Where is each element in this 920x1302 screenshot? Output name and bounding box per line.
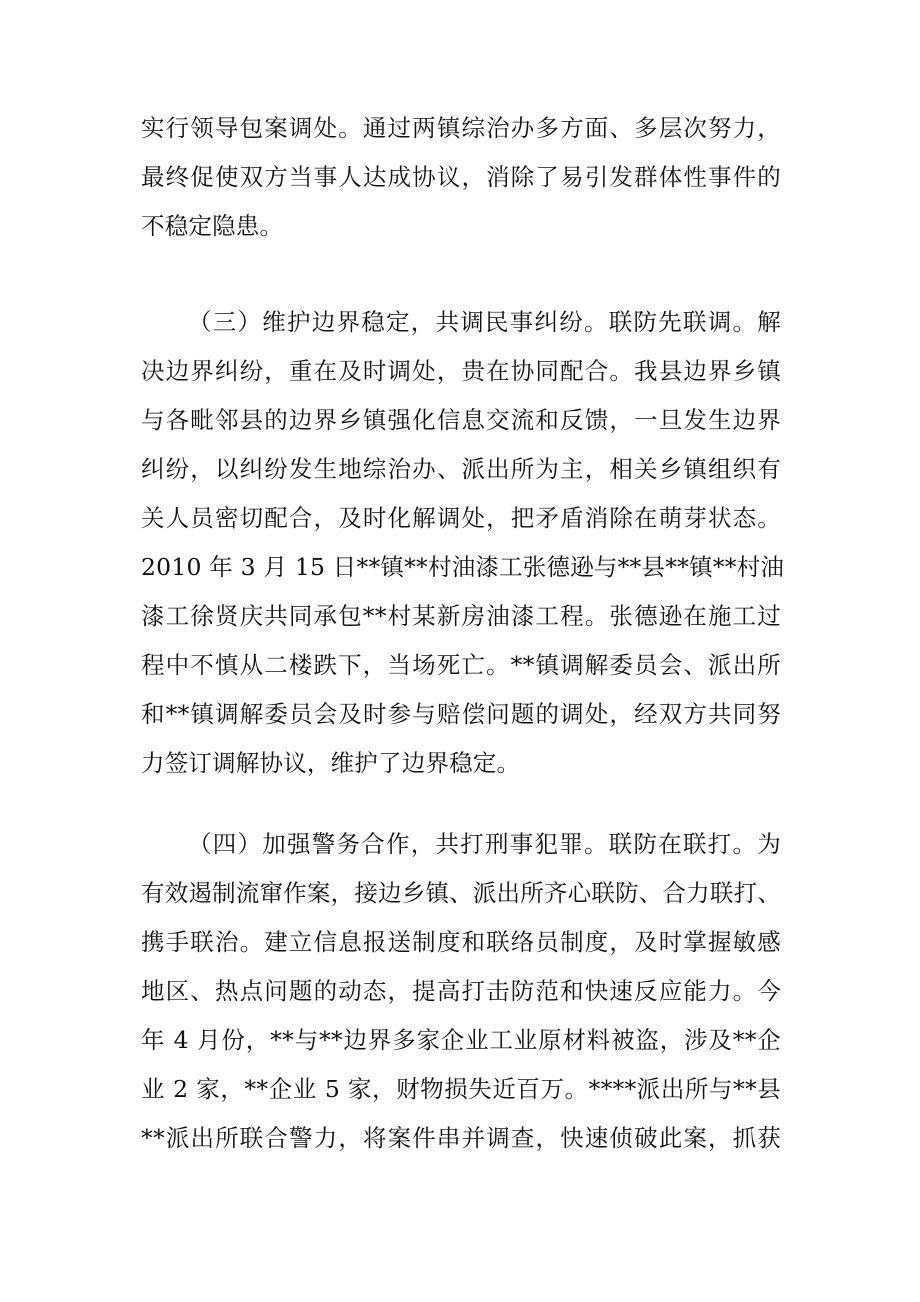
text-line: 最终促使双方当事人达成协议，消除了易引发群体性事件的 <box>141 163 781 191</box>
text-line: 漆工徐贤庆共同承包**村某新房油漆工程。张德逊在施工过 <box>141 602 781 630</box>
text-line: 有效遏制流窜作案，接边乡镇、派出所齐心联防、合力联打、 <box>141 879 781 907</box>
text-line: 地区、热点问题的动态，提高打击防范和快速反应能力。今 <box>141 977 781 1005</box>
text-line: 程中不慎从二楼跌下，当场死亡。**镇调解委员会、派出所 <box>141 651 781 679</box>
paragraph-3 <box>141 820 781 1163</box>
paragraph-1 <box>141 104 781 251</box>
text-line: （三）维护边界稳定，共调民事纠纷。联防先联调。解 <box>188 308 781 336</box>
text-line: 携手联治。建立信息报送制度和联络员制度，及时掌握敏感 <box>141 928 781 956</box>
text-line: 业 2 家，**企业 5 家，财物损失近百万。****派出所与**县 <box>141 1075 781 1103</box>
text-line: （四）加强警务合作，共打刑事犯罪。联防在联打。为 <box>188 830 781 858</box>
text-line: 和**镇调解委员会及时参与赔偿问题的调处，经双方共同努 <box>141 700 781 728</box>
text-line: 决边界纠纷，重在及时调处，贵在协同配合。我县边界乡镇 <box>141 357 781 385</box>
text-line: 与各毗邻县的边界乡镇强化信息交流和反馈，一旦发生边界 <box>141 406 781 434</box>
text-line: 实行领导包案调处。通过两镇综治办多方面、多层次努力， <box>141 114 781 142</box>
text-line: 关人员密切配合，及时化解调处，把矛盾消除在萌芽状态。 <box>141 504 781 532</box>
text-line: 不稳定隐患。 <box>141 212 284 240</box>
text-line: 年 4 月份，**与**边界多家企业工业原材料被盗，涉及**企 <box>141 1026 781 1054</box>
text-line: 纠纷，以纠纷发生地综治办、派出所为主，相关乡镇组织有 <box>141 455 781 483</box>
text-line: **派出所联合警力，将案件串并调查，快速侦破此案，抓获 <box>141 1124 781 1152</box>
text-line: 2010 年 3 月 15 日**镇**村油漆工张德逊与**县**镇**村油 <box>141 553 785 581</box>
text-line: 力签订调解协议，维护了边界稳定。 <box>141 749 521 777</box>
paragraph-2 <box>141 298 785 788</box>
